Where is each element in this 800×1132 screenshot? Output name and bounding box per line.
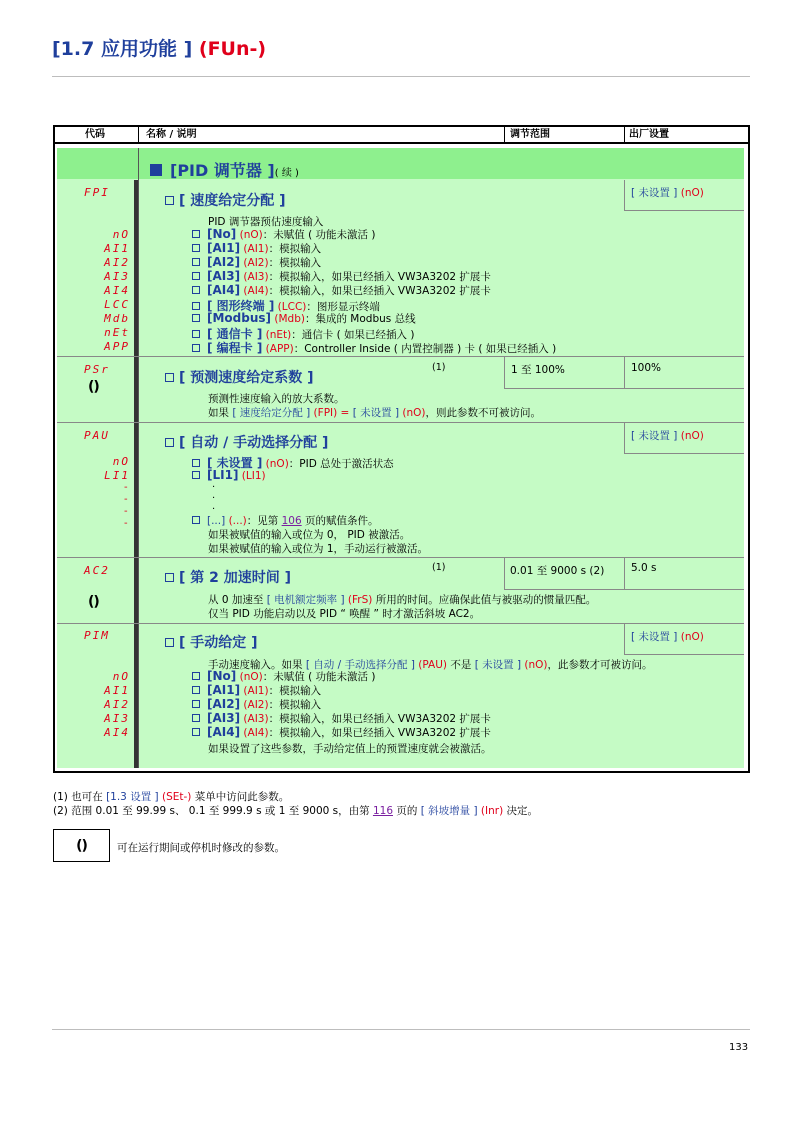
option-code: nO bbox=[112, 228, 130, 241]
cell-bottom bbox=[504, 589, 744, 590]
checkbox-icon bbox=[192, 286, 200, 294]
row-separator bbox=[57, 422, 744, 423]
option-item: [ 通信卡 ] (nEt)：通信卡 ( 如果已经插入 ) bbox=[192, 325, 415, 342]
checkbox-icon bbox=[192, 272, 200, 280]
legend-text: 可在运行期间或停机时修改的参数。 bbox=[117, 842, 285, 854]
option-code-dash: - bbox=[124, 518, 128, 529]
code-column-divider bbox=[138, 148, 139, 768]
desc-ac2-1: 从 0 加速至 [ 电机额定频率 ] (FrS) 所用的时间。应确保此值与被驱动的惯量匹配。 bbox=[208, 594, 597, 606]
param-title-fpi: [ 速度给定分配 ] bbox=[165, 190, 286, 210]
desc-ac2-2: 仅当 PID 功能启动以及 PID “ 唤醒 ” 时才激活斜坡 AC2。 bbox=[208, 608, 481, 620]
checkbox-icon bbox=[192, 258, 200, 266]
option-item: [AI2] (AI2)：模拟输入 bbox=[192, 697, 321, 712]
option-code: LI1 bbox=[104, 469, 130, 482]
option-item: [AI2] (AI2)：模拟输入 bbox=[192, 255, 321, 270]
row-separator bbox=[57, 557, 744, 558]
cell-divider bbox=[624, 558, 625, 589]
param-code-pau: PAU bbox=[84, 429, 110, 442]
section-square-icon bbox=[150, 164, 162, 176]
cell-bottom bbox=[504, 388, 744, 389]
footnote-2: (2) 范围 0.01 至 99.99 s、 0.1 至 999.9 s 或 1 至 9000 s，由第 116 页的 [ 斜坡增量 ] (Inr) 决定。 bbox=[53, 805, 539, 817]
header-name: 名称 / 说明 bbox=[146, 129, 197, 140]
page-link-106[interactable]: 106 bbox=[281, 515, 302, 527]
checkbox-icon bbox=[165, 438, 174, 447]
checkbox-icon bbox=[192, 471, 200, 479]
ellipsis-dot: · bbox=[212, 493, 216, 504]
checkbox-icon bbox=[165, 638, 174, 647]
cell-divider bbox=[624, 180, 625, 210]
cell-bottom bbox=[624, 210, 744, 211]
option-item: [No] (nO)：未赋值 ( 功能未激活 ) bbox=[192, 227, 375, 242]
checkbox-icon bbox=[165, 373, 174, 382]
param-title-ac2: [ 第 2 加速时间 ] bbox=[165, 567, 291, 587]
checkbox-icon bbox=[192, 686, 200, 694]
param-code-fpi: FPI bbox=[84, 186, 110, 199]
checkbox-icon bbox=[192, 672, 200, 680]
option-code: AI3 bbox=[104, 712, 130, 725]
note-psr: (1) bbox=[432, 362, 446, 373]
option-code: AI2 bbox=[104, 256, 130, 269]
checkbox-icon bbox=[192, 459, 200, 467]
title-code: (FUn-) bbox=[198, 38, 267, 60]
checkbox-icon bbox=[192, 516, 200, 524]
option-code: APP bbox=[104, 340, 130, 353]
param-title-psr: [ 预测速度给定系数 ] bbox=[165, 367, 314, 387]
desc-pim: 手动速度输入。如果 [ 自动 / 手动选择分配 ] (PAU) 不是 [ 未设置 ] (nO)，此参数才可被访问。 bbox=[208, 659, 653, 671]
factory-ac2: 5.0 s bbox=[631, 562, 657, 574]
factory-fpi: [ 未设置 ] (nO) bbox=[631, 187, 704, 199]
factory-pau: [ 未设置 ] (nO) bbox=[631, 430, 704, 442]
option-code: AI4 bbox=[104, 726, 130, 739]
checkbox-icon bbox=[192, 714, 200, 722]
code-column-bar bbox=[134, 180, 138, 768]
cell-divider bbox=[624, 423, 625, 453]
option-code: nO bbox=[112, 670, 130, 683]
option-pau-no: [ 未设置 ] (nO)：PID 总处于激活状态 bbox=[192, 454, 394, 471]
option-code: AI3 bbox=[104, 270, 130, 283]
title-main: [1.7 应用功能 ] bbox=[52, 38, 193, 60]
checkbox-icon bbox=[192, 314, 200, 322]
option-pau-more: [...] (...)：见第 106 页的赋值条件。 bbox=[192, 513, 379, 528]
param-code-ac2: AC2 bbox=[84, 564, 110, 577]
option-code: AI1 bbox=[104, 684, 130, 697]
option-item: [Modbus] (Mdb)：集成的 Modbus 总线 bbox=[192, 311, 416, 326]
ellipsis-dot: · bbox=[212, 504, 216, 515]
note-ac2: (1) bbox=[432, 562, 446, 573]
param-code-psr: PSr bbox=[84, 363, 110, 376]
cell-bottom bbox=[624, 453, 744, 454]
desc-pim-end: 如果设置了这些参数，手动给定值上的预置速度就会被激活。 bbox=[208, 743, 492, 755]
checkbox-icon bbox=[165, 196, 174, 205]
header-code: 代码 bbox=[85, 129, 105, 140]
cell-divider bbox=[624, 624, 625, 654]
footnote-1: (1) 也可在 [1.3 设置 ] (SEt-) 菜单中访问此参数。 bbox=[53, 791, 290, 803]
checkbox-icon bbox=[192, 728, 200, 736]
header-range: 调节范围 bbox=[510, 129, 550, 140]
header-divider bbox=[504, 127, 505, 144]
option-item: [AI1] (AI1)：模拟输入 bbox=[192, 683, 321, 698]
modifiable-icon: () bbox=[88, 379, 99, 395]
page-title bbox=[52, 34, 266, 61]
option-item: [AI3] (AI3)：模拟输入，如果已经插入 VW3A3202 扩展卡 bbox=[192, 711, 491, 726]
param-code-pim: PIM bbox=[84, 629, 110, 642]
option-code: AI4 bbox=[104, 284, 130, 297]
page-number: 133 bbox=[729, 1042, 749, 1053]
factory-psr: 100% bbox=[631, 362, 662, 374]
header-divider bbox=[624, 127, 625, 144]
range-ac2: 0.01 至 9000 s (2) bbox=[510, 565, 605, 577]
top-rule bbox=[52, 76, 750, 77]
option-pau-li1: [LI1] (LI1) bbox=[192, 468, 266, 482]
checkbox-icon bbox=[192, 700, 200, 708]
option-code: Mdb bbox=[104, 312, 130, 325]
section-title: [PID 调节器 ]( 续 ) bbox=[150, 158, 299, 181]
option-code: LCC bbox=[104, 298, 130, 311]
range-psr: 1 至 100% bbox=[511, 364, 565, 376]
ellipsis-dot: · bbox=[212, 482, 216, 493]
option-code: nO bbox=[112, 455, 130, 468]
checkbox-icon bbox=[165, 573, 174, 582]
option-code-dash: - bbox=[124, 482, 128, 493]
content-area bbox=[57, 148, 744, 768]
page-link-116[interactable]: 116 bbox=[372, 805, 393, 817]
row-separator bbox=[57, 356, 744, 357]
desc-psr-1: 预测性速度输入的放大系数。 bbox=[208, 393, 345, 405]
desc-pau-1: 如果被赋值的输入或位为 0， PID 被激活。 bbox=[208, 529, 411, 541]
param-title-pim: [ 手动给定 ] bbox=[165, 632, 258, 652]
bottom-rule bbox=[52, 1029, 750, 1030]
cell-bottom bbox=[624, 654, 744, 655]
desc-psr-2: 如果 [ 速度给定分配 ] (FPI) = [ 未设置 ] (nO)，则此参数不可被访问。 bbox=[208, 407, 542, 419]
modifiable-icon: () bbox=[76, 838, 87, 854]
cell-divider bbox=[624, 357, 625, 388]
option-code-dash: - bbox=[124, 494, 128, 505]
header-divider bbox=[138, 127, 139, 144]
option-item: [No] (nO)：未赋值 ( 功能未激活 ) bbox=[192, 669, 375, 684]
desc-fpi: PID 调节器预估速度输入 bbox=[208, 216, 324, 228]
cell-divider bbox=[504, 357, 505, 388]
option-item: [AI4] (AI4)：模拟输入，如果已经插入 VW3A3202 扩展卡 bbox=[192, 725, 491, 740]
checkbox-icon bbox=[192, 344, 200, 352]
modifiable-icon: () bbox=[88, 594, 99, 610]
param-title-pau: [ 自动 / 手动选择分配 ] bbox=[165, 432, 328, 452]
option-item: [AI1] (AI1)：模拟输入 bbox=[192, 241, 321, 256]
option-item: [AI3] (AI3)：模拟输入，如果已经插入 VW3A3202 扩展卡 bbox=[192, 269, 491, 284]
desc-pau-2: 如果被赋值的输入或位为 1，手动运行被激活。 bbox=[208, 543, 429, 555]
option-item: [ 图形终端 ] (LCC)：图形显示终端 bbox=[192, 297, 380, 314]
checkbox-icon bbox=[192, 244, 200, 252]
factory-pim: [ 未设置 ] (nO) bbox=[631, 631, 704, 643]
checkbox-icon bbox=[192, 230, 200, 238]
legend-box bbox=[53, 829, 110, 862]
row-separator bbox=[57, 623, 744, 624]
cell-divider bbox=[504, 558, 505, 589]
option-code-dash: - bbox=[124, 506, 128, 517]
header-factory: 出厂设置 bbox=[629, 129, 669, 140]
option-item: [ 编程卡 ] (APP)：Controller Inside ( 内置控制器 ) 卡 ( 如果已经插入 ) bbox=[192, 339, 556, 356]
checkbox-icon bbox=[192, 302, 200, 310]
option-item: [AI4] (AI4)：模拟输入，如果已经插入 VW3A3202 扩展卡 bbox=[192, 283, 491, 298]
option-code: AI2 bbox=[104, 698, 130, 711]
option-code: nEt bbox=[104, 326, 130, 339]
option-code: AI1 bbox=[104, 242, 130, 255]
checkbox-icon bbox=[192, 330, 200, 338]
